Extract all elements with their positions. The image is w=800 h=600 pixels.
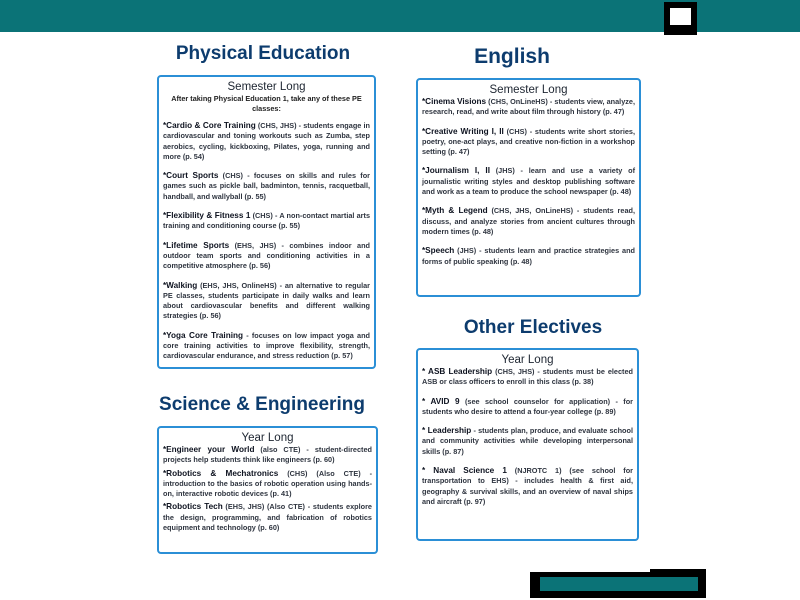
course-entry — [163, 445, 372, 466]
course-name: *Journalism I, II — [422, 166, 490, 176]
course-name: *Flexibility & Fitness 1 — [163, 211, 251, 221]
course-description: (EHS, JHS, OnlineHS) - an alternative to regular PE classes, students participate in daily walks and learn about cardiovascular benefits and different walking strategies (p. 56) — [163, 280, 370, 321]
course-name: *Court Sports — [163, 171, 219, 181]
pe-heading: Physical Education — [175, 43, 351, 64]
course-description: (NJROTC 1) (see school for transportation to EHS) - includes health & first aid, geography & survival skills, and an overview of naval ships and aircraft (p. 97) — [422, 466, 633, 506]
course-entry — [422, 206, 635, 237]
course-description: (CHS) - students write short stories, poetry, one-act plays, and creative non-fiction in a workshop setting (p. 47) — [422, 126, 635, 157]
pe-intro: After taking Physical Education 1, take any of these PE classes: — [171, 94, 362, 113]
course-entry — [422, 397, 633, 418]
footer-bar — [530, 572, 706, 598]
science-panel — [157, 426, 378, 554]
course-description: (JHS) - students learn and practice strategies and forms of public speaking (p. 48) — [422, 246, 635, 266]
course-entry — [163, 331, 370, 362]
course-name: *Walking — [163, 280, 198, 290]
course-description: (CHS, JHS) - students must be elected ASB or class officers to enroll in this class (p. 38) — [422, 367, 633, 387]
pe-panel — [157, 75, 376, 369]
course-entry — [422, 466, 633, 507]
course-name: *Robotics & Mechatronics — [163, 468, 279, 478]
science-panel-title: Year Long — [241, 432, 294, 444]
science-course-list — [163, 445, 372, 533]
course-name: *Cardio & Core Training — [163, 121, 256, 130]
course-name: *Myth & Legend — [422, 206, 488, 216]
english-panel — [416, 78, 641, 297]
pe-course-list — [163, 121, 370, 362]
course-description: (CHS) - focuses on skills and rules for games such as pickle ball, badminton, tennis, racquetball, handball, and wallyball (p. 55) — [163, 171, 370, 201]
other-heading: Other Electives — [463, 317, 603, 338]
english-course-list — [422, 97, 635, 267]
course-description: (EHS, JHS) (Also CTE) - students explore the design, programming, and fabrication of robotics equipment and technology (p. 60) — [163, 502, 372, 533]
course-entry — [163, 281, 370, 322]
course-description: - students plan, produce, and evaluate school and community activities while developing interpersonal skills (p. 87) — [422, 426, 633, 456]
course-name: *Creative Writing I, II — [422, 126, 504, 136]
course-name: * AVID 9 — [422, 396, 460, 406]
course-description: (CHS, JHS, OnLineHS) - students read, discuss, and analyze stories from ancient cultures through modern times (p. 48) — [422, 206, 635, 236]
course-entry — [422, 246, 635, 267]
course-name: *Engineer your World — [163, 445, 255, 454]
course-entry — [163, 502, 372, 533]
course-description: (JHS) - learn and use a variety of journalistic writing styles and desktop publishing software and work as a team to produce the school newspaper (p. 48) — [422, 166, 635, 197]
course-description: (CHS, JHS) - students engage in cardiovascular and toning workouts such as Zumba, step aerobics, cycling, kickboxing, Pilates, yoga, running and more (p. 54) — [163, 121, 370, 161]
course-entry — [163, 469, 372, 500]
other-panel-title: Year Long — [501, 354, 554, 366]
science-heading: Science & Engineering — [159, 394, 365, 415]
course-name: *Lifetime Sports — [163, 240, 230, 250]
course-description: (also CTE) - student-directed projects help students think like engineers (p. 60) — [163, 445, 372, 465]
course-entry — [163, 241, 370, 272]
course-description: (CHS) (Also CTE) - introduction to the basics of robotic operation using hands-on, interactive robotic devices (p. 41) — [163, 468, 372, 499]
pe-panel-title: Semester Long — [227, 81, 306, 93]
course-entry — [422, 127, 635, 158]
course-name: * Leadership — [422, 426, 472, 436]
course-description: (CHS) - A non-contact martial arts training and conditioning course (p. 55) — [163, 211, 371, 231]
course-entry — [422, 97, 635, 118]
course-entry — [422, 426, 633, 457]
course-description: (see school counselor for application) - for students who desire to attend a four-year college (p. 89) — [422, 396, 633, 416]
other-panel — [416, 348, 639, 541]
english-panel-title: Semester Long — [489, 84, 568, 96]
course-name: * ASB Leadership — [422, 367, 493, 376]
course-name: *Cinema Visions — [422, 97, 487, 106]
course-name: *Speech — [422, 246, 455, 256]
corner-square — [664, 2, 697, 35]
course-entry — [163, 171, 370, 202]
course-entry — [163, 121, 370, 162]
course-description: - focuses on low impact yoga and core training activities to improve flexibility, strength, cardiovascular endurance, and stress reduction (p. 57) — [163, 330, 371, 361]
course-name: *Yoga Core Training — [163, 330, 243, 340]
course-entry — [422, 166, 635, 197]
course-entry — [163, 211, 370, 232]
course-name: * Naval Science 1 — [422, 466, 507, 476]
course-name: *Robotics Tech — [163, 502, 223, 512]
course-description: (EHS, JHS) - combines indoor and outdoor team sports and conditioning activities in a competitive atmosphere (p. 56) — [163, 240, 370, 271]
course-entry — [422, 367, 633, 388]
course-description: (CHS, OnLineHS) - students view, analyze, research, read, and write about film through history (p. 47) — [422, 97, 635, 117]
english-heading: English — [474, 45, 550, 68]
other-course-list — [422, 367, 633, 507]
